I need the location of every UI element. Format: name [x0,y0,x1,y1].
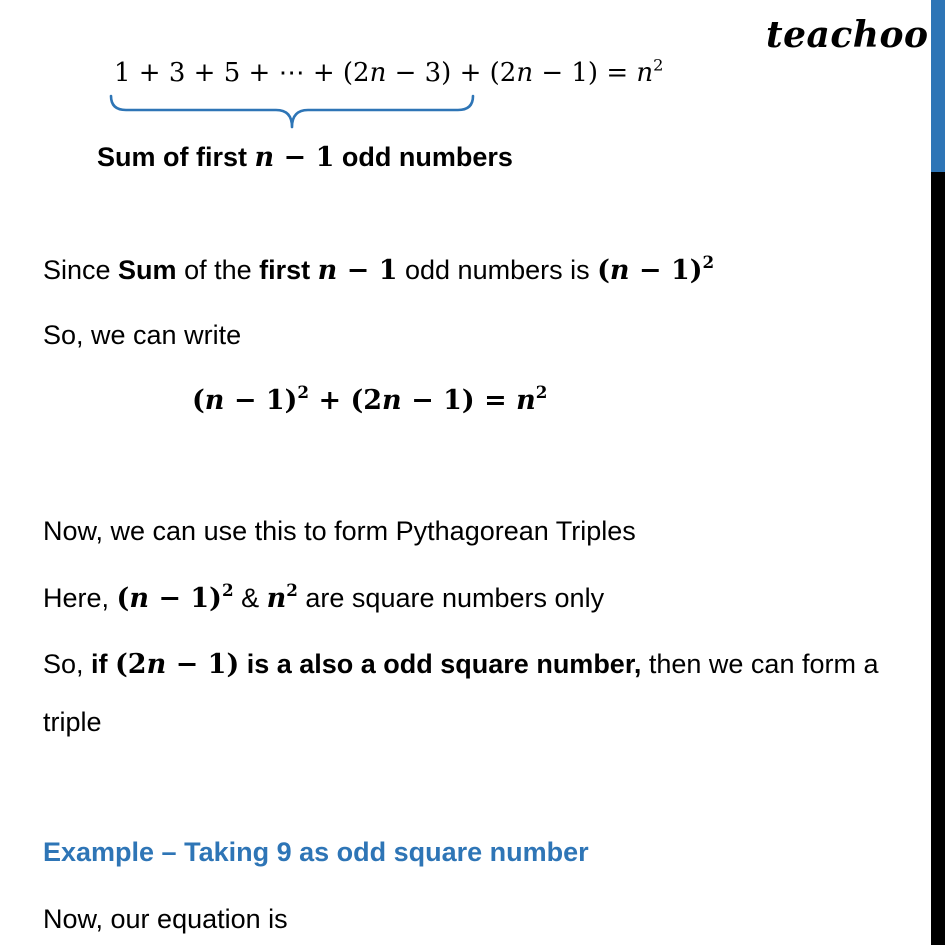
curly-brace [108,94,476,134]
teachoo-logo: teachoo [766,14,929,56]
scrollbar-thumb[interactable] [931,0,945,172]
odd-square-condition: So, if (2n − 1) is a also a odd square number, then we can form a [43,649,879,680]
pythagorean-triples-statement: Now, we can use this to form Pythagorean Triples [43,516,636,546]
triple-word: triple [43,707,102,737]
equation-sum-odd-numbers: 1 + 3 + 5 + ⋯ + $(2n - 3) + (2n - 1) = n^2$ [114,55,664,88]
brace-label: Sum of first n − 1 odd numbers [97,142,513,173]
example-heading: Example – Taking 9 as odd square number [43,837,589,867]
square-numbers-statement: Here, $(n - 1)^2$ & $n^2$ are square numbers only [43,580,605,614]
equation-identity: $(n - 1)^2 + (2n - 1) = n^2$ [192,382,548,416]
so-we-can-write: So, we can write [43,320,242,350]
our-equation-is: Now, our equation is [43,904,288,934]
since-sum-statement: Since Sum of the first n − 1 odd numbers is $(n - 1)^2$ [43,252,715,286]
